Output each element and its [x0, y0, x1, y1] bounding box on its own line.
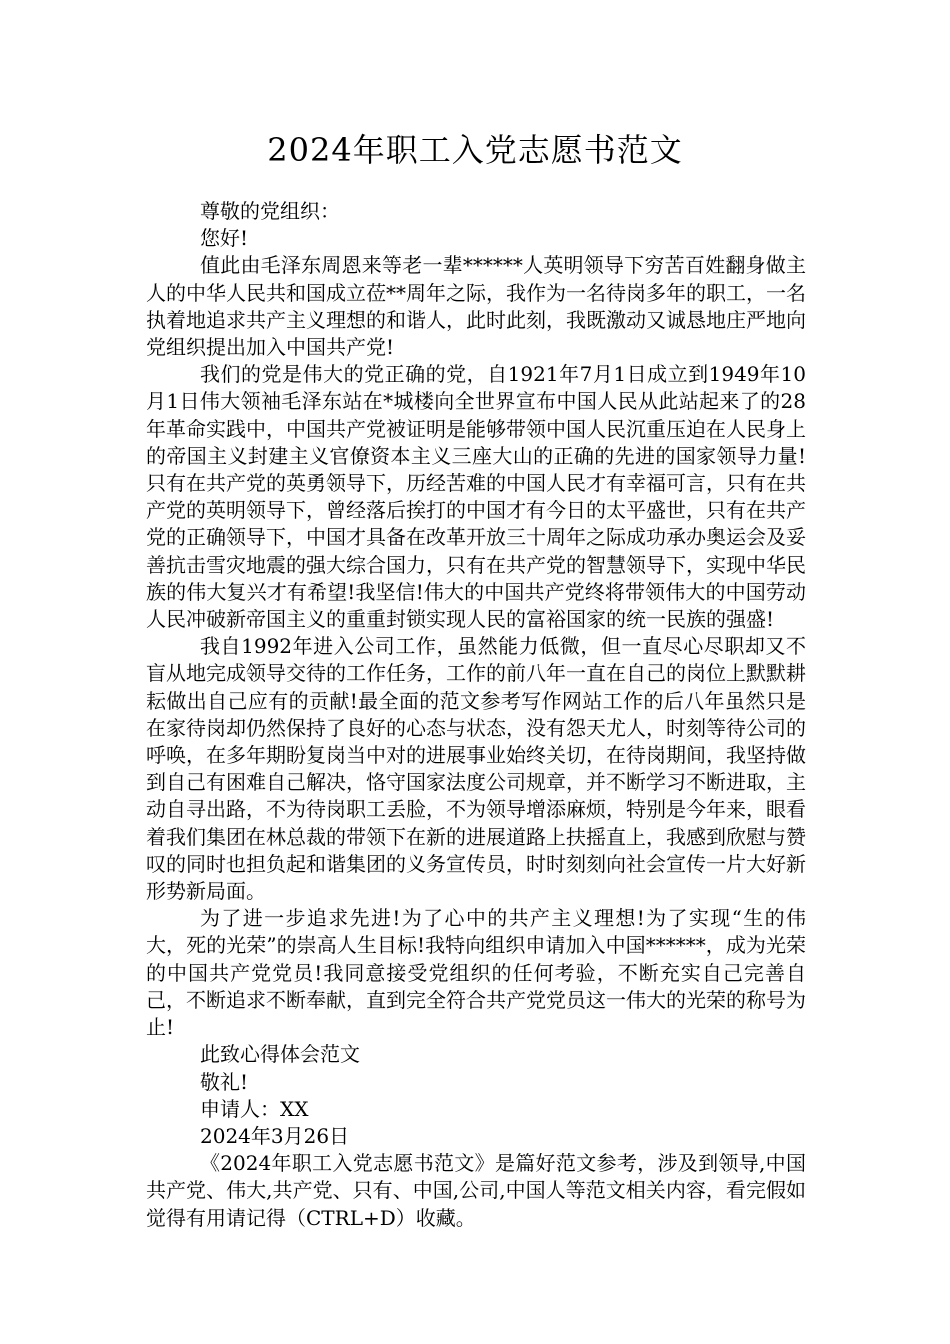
applicant: 申请人：XX	[200, 1096, 309, 1121]
document-body	[146, 198, 806, 1232]
paragraph-1: 值此由毛泽东周恩来等老一辈******人英明领导下穷苦百姓翻身做主人的中华人民共和国成立莅**周年之际，我作为一名待岗多年的职工，一名执着地追求共产主义理想的和谐人，此时此刻，我既激动又诚恳地庄严地向党组织提出加入中国共产党!	[146, 253, 806, 360]
salutation: 尊敬的党组织：	[200, 199, 340, 223]
date: 2024年3月26日	[200, 1123, 350, 1148]
paragraph-4: 为了进一步追求先进!为了心中的共产主义理想!为了实现“生的伟大，死的光荣”的崇高人生目标!我特向组织申请加入中国******，成为光荣的中国共产党党员!我同意接受党组织的任何考验，不断充实自己完善自己，不断追求不断奉献，直到完全符合共产党党员这一伟大的光荣的称号为止!	[146, 906, 806, 1040]
closing: 此致心得体会范文	[200, 1042, 360, 1067]
paragraph-3: 我自1992年进入公司工作，虽然能力低微，但一直尽心尽职却又不盲从地完成领导交待的工作任务，工作的前八年一直在自己的岗位上默默耕耘做出自己应有的贡献!最全面的范文参考写作网站工作的后八年虽然只是在家待岗却仍然保持了良好的心态与状态，没有怨天尤人，时刻等待公司的呼唤，在多年期盼复岗当中对的进展事业始终关切，在待岗期间，我坚持做到自己有困难自己解决，恪守国家法度公司规章，并不断学习不断进取，主动自寻出路，不为待岗职工丢脸，不为领导增添麻烦，特别是今年来，眼看着我们集团在林总裁的带领下在新的进展道路上扶摇直上，我感到欣慰与赞叹的同时也担负起和谐集团的义务宣传员，时时刻刻向社会宣传一片大好新形势新局面。	[146, 634, 806, 904]
greeting: 您好!	[200, 226, 249, 251]
document-title: 2024年职工入党志愿书范文	[267, 131, 683, 169]
footer-note: 《2024年职工入党志愿书范文》是篇好范文参考，涉及到领导,中国共产党、伟大,共产党、只有、中国,公司,中国人等范文相关内容，看完假如觉得有用请记得（CTRL+D）收藏。	[146, 1151, 806, 1230]
paragraph-2: 我们的党是伟大的党正确的党，自1921年7月1日成立到1949年10月1日伟大领袖毛泽东站在*城楼向全世界宣布中国人民从此站起来了的28年革命实践中，中国共产党被证明是能够带领中国人民沉重压迫在人民身上的帝国主义封建主义官僚资本主义三座大山的正确的先进的国家领导力量!只有在共产党的英勇领导下，历经苦难的中国人民才有幸福可言，只有在共产党的英明领导下，曾经落后挨打的中国才有今日的太平盛世，只有在共产党的正确领导下，中国才具备在改革开放三十周年之际成功承办奥运会及妥善抗击雪灾地震的强大综合国力，只有在共产党的智慧领导下，实现中华民族的伟大复兴才有希望!我坚信!伟大的中国共产党终将带领伟大的中国劳动人民冲破新帝国主义的重重封锁实现人民的富裕国家的统一民族的强盛!	[146, 362, 806, 632]
respect: 敬礼!	[200, 1069, 249, 1094]
